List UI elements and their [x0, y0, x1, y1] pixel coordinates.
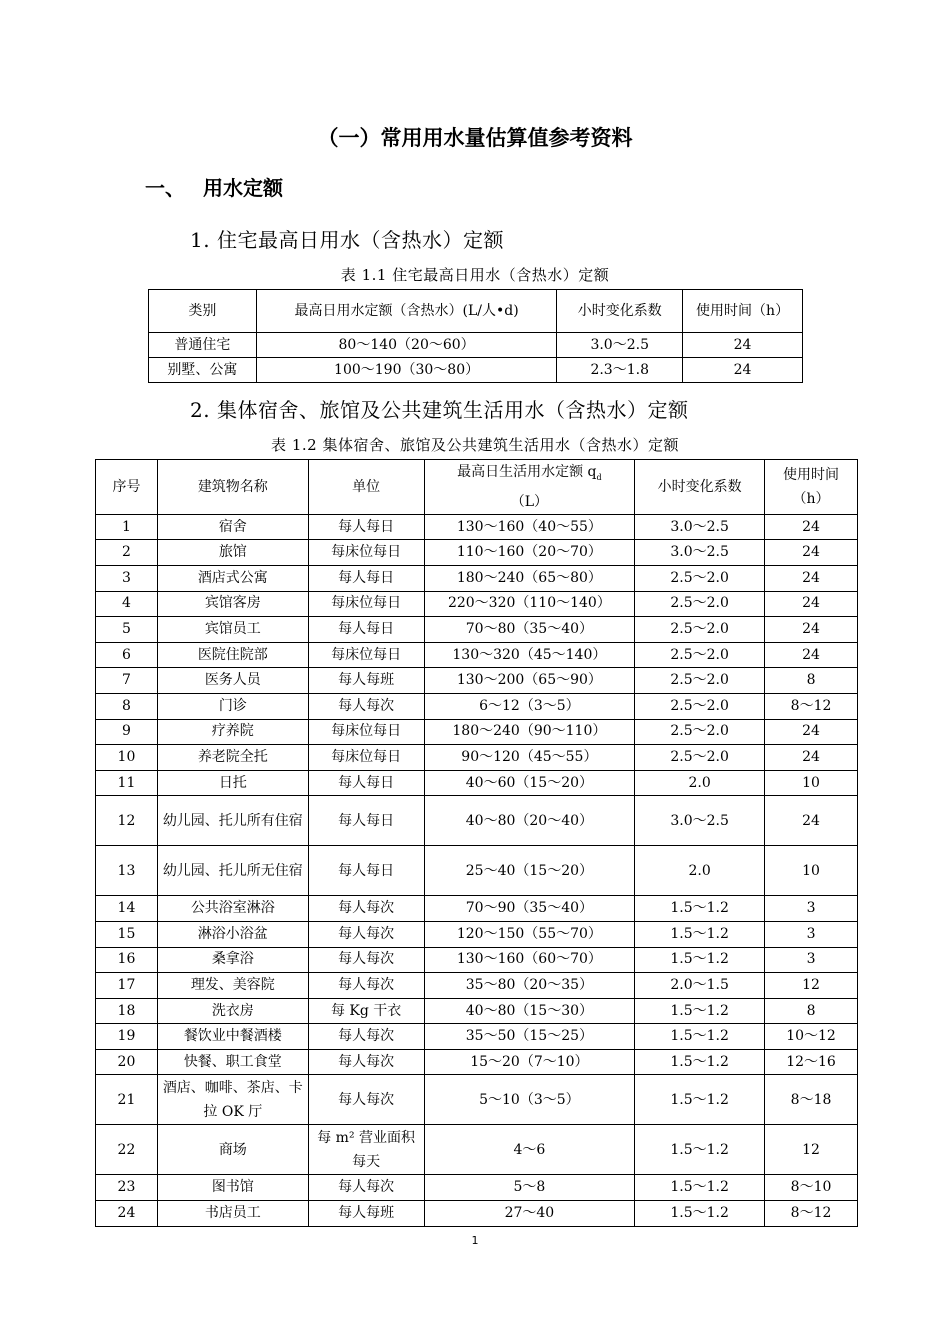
table-cell: 110～160（20～70）: [424, 540, 635, 566]
table-cell: 10: [96, 745, 158, 771]
public-building-water-table: [95, 459, 858, 1227]
table-cell: 2.5～2.0: [635, 693, 765, 719]
table-cell: 每人每次: [308, 1175, 424, 1201]
table-cell: 每人每次: [308, 1075, 424, 1125]
table-cell: 18: [96, 998, 158, 1024]
table-cell: 医务人员: [157, 668, 308, 694]
table-header: 序号: [96, 460, 158, 515]
table-cell: 180～240（65～80）: [424, 565, 635, 591]
table-cell: 24: [765, 565, 858, 591]
table-cell: 3: [96, 565, 158, 591]
table-caption-2: 表 1.2 集体宿舍、旅馆及公共建筑生活用水（含热水）定额: [271, 436, 679, 454]
table-cell: 1.5～1.2: [635, 896, 765, 922]
table-cell: 1.5～1.2: [635, 1049, 765, 1075]
table-header: 类别: [149, 290, 257, 333]
header-unit: （L）: [510, 493, 549, 510]
table-row: [96, 1049, 858, 1075]
table-cell: 120～150（55～70）: [424, 921, 635, 947]
table-cell: 公共浴室淋浴: [157, 896, 308, 922]
table-header: 使用时间（h）: [683, 290, 803, 333]
table-cell: 每人每班: [308, 1201, 424, 1227]
table-cell: 宾馆员工: [157, 617, 308, 643]
table-cell: 6～12（3～5）: [424, 693, 635, 719]
table-header: 小时变化系数: [557, 290, 683, 333]
table-row: [96, 921, 858, 947]
table-row: [96, 796, 858, 846]
table-cell: 8～18: [765, 1075, 858, 1125]
table-cell: 1.5～1.2: [635, 947, 765, 973]
table-cell: 2.5～2.0: [635, 591, 765, 617]
table-cell: 12: [96, 796, 158, 846]
header-text: 使用时间: [783, 466, 840, 483]
table-cell: 70～80（35～40）: [424, 617, 635, 643]
table-row: [96, 1175, 858, 1201]
table-cell: 商场: [157, 1125, 308, 1175]
subsection-heading-2: 2. 集体宿舍、旅馆及公共建筑生活用水（含热水）定额: [190, 398, 689, 422]
table-cell: 13: [96, 846, 158, 896]
table-cell: 24: [765, 719, 858, 745]
table-row: [96, 896, 858, 922]
table-cell: 8: [765, 998, 858, 1024]
table-cell: 24: [683, 333, 803, 358]
table-cell: 淋浴小浴盆: [157, 921, 308, 947]
table-cell: 12: [765, 973, 858, 999]
table-cell: 幼儿园、托儿所无住宿: [157, 846, 308, 896]
table-cell: 3: [765, 947, 858, 973]
table-row: [149, 358, 803, 383]
table-cell: 普通住宅: [149, 333, 257, 358]
table-cell: 2: [96, 540, 158, 566]
table-cell: 每床位每日: [308, 642, 424, 668]
table-cell: 3: [765, 921, 858, 947]
table-cell: 每人每日: [308, 565, 424, 591]
table-cell: 每人每班: [308, 668, 424, 694]
table-cell: 9: [96, 719, 158, 745]
table-row: [96, 668, 858, 694]
table-row: [96, 617, 858, 643]
table-cell: 养老院全托: [157, 745, 308, 771]
table-cell: 每床位每日: [308, 540, 424, 566]
table-cell: 24: [765, 540, 858, 566]
table-cell: 12: [765, 1125, 858, 1175]
table-cell: 酒店式公寓: [157, 565, 308, 591]
table-cell: 24: [765, 514, 858, 540]
table-row: [96, 591, 858, 617]
table-cell: 130～160（60～70）: [424, 947, 635, 973]
table-cell: 每 m² 营业面积每天: [308, 1125, 424, 1175]
table-cell: 5～10（3～5）: [424, 1075, 635, 1125]
table-row: [96, 1075, 858, 1125]
table-cell: 2.5～2.0: [635, 642, 765, 668]
table-cell: 21: [96, 1075, 158, 1125]
table-cell: 8: [96, 693, 158, 719]
table-cell: 1.5～1.2: [635, 998, 765, 1024]
table-cell: 24: [765, 591, 858, 617]
table-cell: 每人每日: [308, 846, 424, 896]
table-cell: 35～50（15～25）: [424, 1024, 635, 1050]
table-cell: 书店员工: [157, 1201, 308, 1227]
table-cell: 15～20（7～10）: [424, 1049, 635, 1075]
table-cell: 旅馆: [157, 540, 308, 566]
table-cell: 门诊: [157, 693, 308, 719]
table-cell: 80～140（20～60）: [256, 333, 556, 358]
table-row: [96, 947, 858, 973]
table-cell: 20: [96, 1049, 158, 1075]
table-row: [96, 770, 858, 796]
table-cell: 11: [96, 770, 158, 796]
table-cell: 10: [765, 846, 858, 896]
table-cell: 2.5～2.0: [635, 719, 765, 745]
table-cell: 40～80（20～40）: [424, 796, 635, 846]
table-cell: 10～12: [765, 1024, 858, 1050]
table-row: [96, 540, 858, 566]
header-text: 最高日生活用水定额 q: [457, 464, 597, 480]
table-cell: 别墅、公寓: [149, 358, 257, 383]
table-header: 最高日用水定额（含热水）(L/人•d): [256, 290, 556, 333]
section-number: 一、: [145, 176, 185, 200]
table-cell: 疗养院: [157, 719, 308, 745]
table-header: 单位: [308, 460, 424, 515]
table-cell: 90～120（45～55）: [424, 745, 635, 771]
table-cell: 220～320（110～140）: [424, 591, 635, 617]
table-cell: 每人每日: [308, 514, 424, 540]
table-cell: 2.0～1.5: [635, 973, 765, 999]
table-row: [96, 1125, 858, 1175]
table-caption-1: 表 1.1 住宅最高日用水（含热水）定额: [340, 266, 610, 284]
table-cell: 1.5～1.2: [635, 1075, 765, 1125]
table-cell: 幼儿园、托儿所有住宿: [157, 796, 308, 846]
table-cell: 每人每次: [308, 896, 424, 922]
table-cell: 洗衣房: [157, 998, 308, 1024]
residential-water-table: [148, 289, 803, 383]
table-cell: 25～40（15～20）: [424, 846, 635, 896]
table-row: [149, 333, 803, 358]
table-cell: 每人每次: [308, 973, 424, 999]
table-cell: 130～200（65～90）: [424, 668, 635, 694]
table-cell: 每人每日: [308, 770, 424, 796]
table-cell: 4～6: [424, 1125, 635, 1175]
table-cell: 4: [96, 591, 158, 617]
table-row: [96, 745, 858, 771]
table-cell: 24: [683, 358, 803, 383]
table-cell: 快餐、职工食堂: [157, 1049, 308, 1075]
table-cell: 17: [96, 973, 158, 999]
table-row: [96, 1024, 858, 1050]
table-cell: 8～10: [765, 1175, 858, 1201]
table-cell: 每人每次: [308, 1024, 424, 1050]
table-header: 建筑物名称: [157, 460, 308, 515]
table-cell: 2.5～2.0: [635, 668, 765, 694]
table-cell: 2.5～2.0: [635, 745, 765, 771]
table-cell: 餐饮业中餐酒楼: [157, 1024, 308, 1050]
table-cell: 23: [96, 1175, 158, 1201]
table-row: [96, 514, 858, 540]
section-label: 用水定额: [203, 176, 283, 200]
table-cell: 5～8: [424, 1175, 635, 1201]
table-cell: 5: [96, 617, 158, 643]
header-unit: （h）: [792, 490, 830, 507]
table-row: [96, 846, 858, 896]
table-row: [96, 1201, 858, 1227]
table-cell: 2.3～1.8: [557, 358, 683, 383]
table-cell: 180～240（90～110）: [424, 719, 635, 745]
table-cell: 桑拿浴: [157, 947, 308, 973]
table-cell: 10: [765, 770, 858, 796]
table-cell: 每人每次: [308, 693, 424, 719]
section-heading: [145, 172, 283, 201]
table-cell: 24: [96, 1201, 158, 1227]
table-cell: 100～190（30～80）: [256, 358, 556, 383]
table-cell: 16: [96, 947, 158, 973]
table-cell: 1.5～1.2: [635, 1201, 765, 1227]
table-cell: 1.5～1.2: [635, 1175, 765, 1201]
table-cell: 3.0～2.5: [557, 333, 683, 358]
table-cell: 宿舍: [157, 514, 308, 540]
table-cell: 每人每次: [308, 1049, 424, 1075]
page-number: 1: [471, 1234, 479, 1247]
table-cell: 图书馆: [157, 1175, 308, 1201]
table-cell: 22: [96, 1125, 158, 1175]
table-cell: 8: [765, 668, 858, 694]
table-cell: 每床位每日: [308, 591, 424, 617]
table-row: [96, 565, 858, 591]
table-cell: 2.5～2.0: [635, 565, 765, 591]
table-cell: 1: [96, 514, 158, 540]
table-cell: 3.0～2.5: [635, 540, 765, 566]
table-cell: 每 Kg 干衣: [308, 998, 424, 1024]
table-row: [96, 719, 858, 745]
table-cell: 12～16: [765, 1049, 858, 1075]
table-cell: 1.5～1.2: [635, 1125, 765, 1175]
table-cell: 14: [96, 896, 158, 922]
table-cell: 130～160（40～55）: [424, 514, 635, 540]
table-cell: 3.0～2.5: [635, 796, 765, 846]
table-cell: 24: [765, 642, 858, 668]
header-subscript: d: [596, 472, 602, 482]
table-cell: 35～80（20～35）: [424, 973, 635, 999]
table-cell: 8～12: [765, 693, 858, 719]
page-title: （一）常用用水量估算值参考资料: [317, 126, 633, 150]
table-cell: 1.5～1.2: [635, 921, 765, 947]
table-cell: 每人每次: [308, 921, 424, 947]
table-cell: 每人每日: [308, 617, 424, 643]
table-cell: 每人每次: [308, 947, 424, 973]
table-cell: 2.5～2.0: [635, 617, 765, 643]
table-row: [96, 693, 858, 719]
table-header: [424, 460, 635, 515]
table-row: [96, 973, 858, 999]
table-cell: 24: [765, 796, 858, 846]
table-cell: 6: [96, 642, 158, 668]
table-cell: 理发、美容院: [157, 973, 308, 999]
table-cell: 1.5～1.2: [635, 1024, 765, 1050]
table-cell: 日托: [157, 770, 308, 796]
table-cell: 每床位每日: [308, 719, 424, 745]
table-cell: 40～80（15～30）: [424, 998, 635, 1024]
table-cell: 130～320（45～140）: [424, 642, 635, 668]
table-cell: 15: [96, 921, 158, 947]
table-cell: 7: [96, 668, 158, 694]
table-row: [96, 642, 858, 668]
table-cell: 每人每日: [308, 796, 424, 846]
subsection-heading-1: 1. 住宅最高日用水（含热水）定额: [190, 228, 504, 252]
table-row: [96, 998, 858, 1024]
table-cell: 2.0: [635, 846, 765, 896]
table-cell: 19: [96, 1024, 158, 1050]
table-cell: 3: [765, 896, 858, 922]
table-cell: 酒店、咖啡、茶店、卡拉 OK 厅: [157, 1075, 308, 1125]
table-cell: 24: [765, 617, 858, 643]
table-cell: 宾馆客房: [157, 591, 308, 617]
table-cell: 27～40: [424, 1201, 635, 1227]
table-cell: 3.0～2.5: [635, 514, 765, 540]
table-cell: 70～90（35～40）: [424, 896, 635, 922]
table-cell: 8～12: [765, 1201, 858, 1227]
table-cell: 2.0: [635, 770, 765, 796]
table-header: [765, 460, 858, 515]
table-cell: 每床位每日: [308, 745, 424, 771]
table-cell: 24: [765, 745, 858, 771]
table-cell: 医院住院部: [157, 642, 308, 668]
table-header: 小时变化系数: [635, 460, 765, 515]
table-cell: 40～60（15～20）: [424, 770, 635, 796]
